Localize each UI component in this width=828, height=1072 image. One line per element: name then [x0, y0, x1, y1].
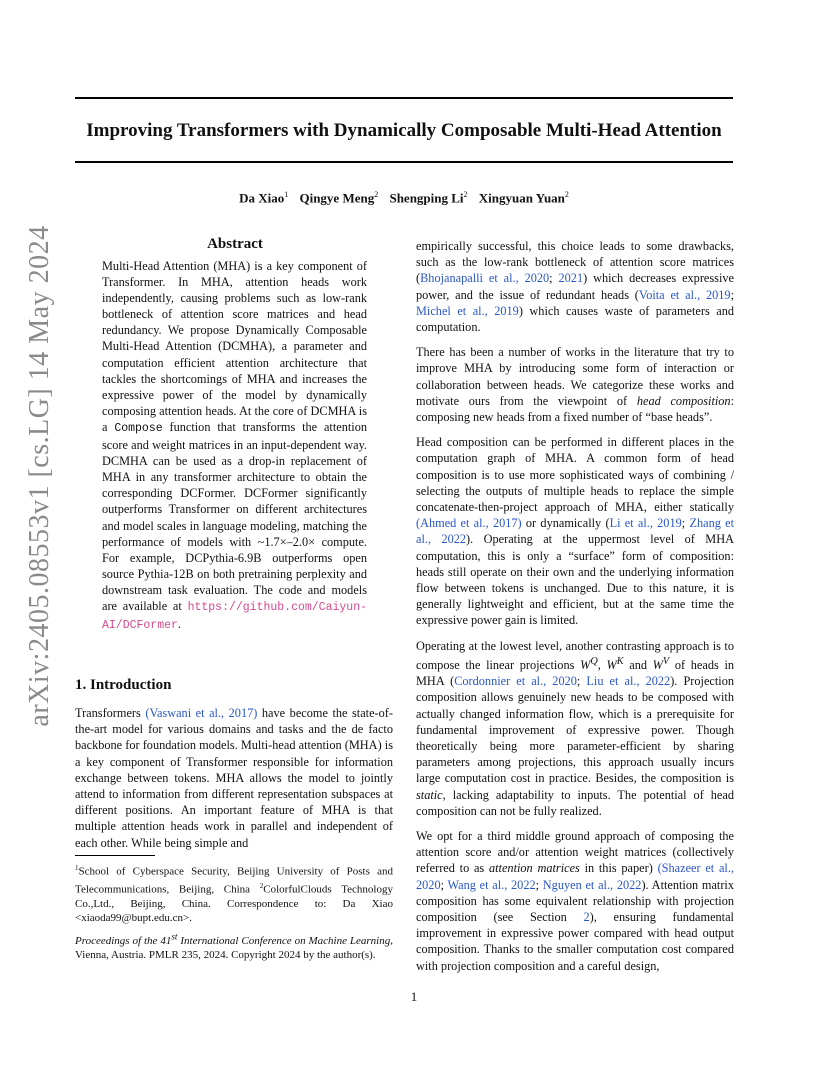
intro-paragraph: [75, 705, 393, 851]
math-symbol: W: [580, 657, 591, 672]
footnote-marker: 1: [75, 864, 79, 872]
math-wk: [606, 655, 624, 672]
body-text: ;: [730, 287, 734, 302]
citation-link[interactable]: Cordonnier et al., 2020: [454, 674, 577, 689]
body-text: There has been a number of works in the literature that try to improve MHA by introducing some form of interaction or collaboration between heads. We categorize these works and motivate ours from the viewpoint of: [416, 345, 734, 408]
proceedings-text: Proceedings of the 41: [75, 934, 172, 947]
citation-link[interactable]: Li et al., 2019: [609, 516, 682, 531]
code-repository-link[interactable]: https://github.com/Caiyun-AI/DCFormer: [102, 600, 367, 633]
math-symbol: W: [652, 657, 663, 672]
body-text: ) which causes waste of parameters and computation.: [416, 303, 734, 335]
body-text: or dynamically (: [521, 516, 610, 531]
author-name: Xingyuan Yuan: [478, 190, 565, 206]
citation-link[interactable]: Michel et al., 2019: [416, 303, 519, 318]
author-name: Qingye Meng: [299, 190, 375, 206]
body-text: ). Attention matrix composition has some equivalent relationship with projection composition (see Section: [416, 877, 734, 925]
title-top-rule: [75, 97, 733, 99]
math-wq: [580, 655, 598, 672]
body-text: ;: [440, 877, 448, 892]
body-text: We opt for a third middle ground approach of composing the attention score and/or attention weight matrices (collectively referred to as: [416, 829, 734, 876]
body-text: ;: [535, 877, 543, 892]
body-text: ). Operating at the uppermost level of MHA computation, this is only a “surface” form of composition: heads still operate on their own and the underlying information flow between tokens is unchanged. Due to this nature, it is generally lightweight and efficient, but at the same time the expressive power gain is limited.: [416, 532, 734, 628]
abstract-body: [102, 258, 367, 634]
body-text: ). Projection composition allows genuinely new heads to be composed with actually changed information flow, which is a prerequisite for fundamental improvement of expressive power. Though theoretically being more parameter-efficient by sharing parameters among projections, this approach usually incurs large computation cost in practice. Besides, the composition is: [416, 674, 734, 786]
body-paragraph: [416, 434, 734, 628]
body-text: ;: [549, 271, 559, 286]
body-text: ) which decreases expressive power, and the issue of redundant heads (: [416, 271, 734, 302]
right-column: [416, 238, 734, 983]
citation-link[interactable]: Nguyen et al., 2022: [542, 877, 642, 892]
body-paragraph: [416, 828, 734, 974]
proceedings-text: , Vienna, Austria. PMLR 235, 2024. Copyright 2024 by the author(s).: [75, 934, 393, 961]
math-superscript: K: [616, 655, 624, 667]
affiliation-marker: 1: [284, 190, 289, 199]
code-inline: Compose: [114, 421, 163, 435]
math-superscript: V: [662, 655, 670, 667]
section-reference-link[interactable]: 2: [583, 910, 590, 925]
title-bottom-rule: [75, 161, 733, 163]
paper-title: Improving Transformers with Dynamically Composable Multi-Head Attention: [86, 120, 722, 141]
body-text: empirically successful, this choice leads to some drawbacks, such as the low-rank bottleneck of attention score matrices (: [416, 239, 734, 286]
body-paragraph: [416, 238, 734, 335]
citation-link[interactable]: Zhang et al., 2022: [416, 516, 734, 547]
body-text: ,: [597, 657, 607, 672]
affiliation-marker: 2: [463, 190, 468, 199]
affiliation-marker: 2: [374, 190, 379, 199]
citation-link[interactable]: (Ahmed et al., 2017): [416, 516, 522, 531]
citation-link[interactable]: Bhojanapalli et al., 2020: [420, 271, 550, 286]
author-name: Da Xiao: [239, 190, 285, 206]
proceedings-note: [75, 929, 393, 962]
citation-link[interactable]: (Vaswani et al., 2017): [145, 706, 258, 720]
citation-link[interactable]: Liu et al., 2022: [586, 674, 671, 689]
body-text: Transformers: [75, 706, 146, 720]
math-superscript: Q: [590, 655, 598, 667]
body-text: Operating at the lowest level, another contrasting approach is to compose the linear projections: [416, 638, 734, 672]
affiliation-marker: 2: [564, 190, 569, 199]
proceedings-text: International Conference on Machine Learning: [177, 934, 391, 947]
citation-link[interactable]: Wang et al., 2022: [447, 877, 536, 892]
abstract-heading: Abstract: [207, 236, 263, 252]
body-text: Head composition can be performed in different places in the computation graph of MHA. A common form of head composition is to use more sophisticated ways of combining / selecting the outputs of multiple heads to replace the simple concatenate-then-project approach of MHA, either statically: [416, 435, 734, 515]
body-text: , lacking adaptability to inputs. The potential of head composition can not be fully realized.: [416, 787, 734, 818]
body-text: of heads in MHA (: [416, 657, 735, 689]
emphasis-text: attention matrices: [488, 861, 580, 876]
ordinal-suffix: st: [171, 931, 178, 941]
math-wv: [652, 655, 670, 672]
arxiv-identifier-watermark: arXiv:2405.08553v1 [cs.LG] 14 May 2024: [24, 225, 55, 727]
page-number: 1: [410, 989, 418, 1004]
citation-link[interactable]: Voita et al., 2019: [638, 287, 731, 302]
citation-link[interactable]: (Shazeer et al., 2020: [416, 861, 734, 892]
abstract-text: function that transforms the attention score and weight matrices in an input-dependent way. DCMHA can be used as a drop-in replacement of MHA in any transformer architecture to obtain the corresponding DCFormer. DCFormer significantly outperforms Transformer on different architectures and model scales in language modeling, matching the performance of models with ~1.7×–2.0× compute. For example, DCPythia-6.9B outperforms open source Pythia-12B on both pretraining perplexity and downstream task evaluation. The code and models are available at: [102, 419, 367, 613]
section-heading-introduction: 1. Introduction: [75, 677, 172, 693]
body-text: : composing new heads from a fixed number of “base heads”.: [416, 393, 734, 425]
body-paragraph: [416, 344, 734, 425]
emphasis-text: static: [416, 787, 443, 802]
body-text: have become the state-of-the-art model for various domains and tasks and the de facto backbone for foundation models. Multi-head attention (MHA) is a key component of Transformer responsible for information exchange between tokens. MHA allows the model to jointly attend to information from different representation subspaces at different positions. An important feature of MHA is that multiple attention heads work in parallel and independent of each other. While being simple and: [75, 706, 393, 850]
body-text: and: [623, 657, 653, 672]
abstract-text: .: [177, 617, 181, 632]
math-symbol: W: [606, 657, 617, 672]
citation-link[interactable]: 2021: [558, 271, 584, 286]
footnote-rule: [75, 855, 155, 856]
affiliation-footnote: [75, 861, 393, 926]
author-list: [75, 190, 733, 206]
footnote-marker: 2: [259, 881, 264, 890]
footnote-text: ColorfulClouds Technology Co.,Ltd., Beijing, China. Correspondence to: Da Xiao <xiaoda99@bupt.edu.cn>.: [75, 883, 393, 925]
body-text: in this paper): [579, 861, 658, 876]
footnote-text: School of Cyberspace Security, Beijing University of Posts and Telecommunications, Beijing, China: [75, 865, 393, 896]
body-text: ), ensuring fundamental improvement in expressive power compared with head output composition. Thanks to the smaller computation cost compared with projection composition and a careful design,: [416, 910, 734, 973]
body-paragraph: [416, 638, 734, 819]
left-column: [75, 236, 395, 634]
body-text: ;: [681, 516, 690, 531]
body-text: ;: [576, 674, 587, 689]
emphasis-text: head composition: [636, 393, 731, 408]
abstract-text: Multi-Head Attention (MHA) is a key component of Transformer. In MHA, attention heads work independently, causing problems such as low-rank bottleneck of attention score matrices and head redundancy. We propose Dynamically Composable Multi-Head Attention (DCMHA), a parameter and computation efficient attention architecture that tackles the shortcomings of MHA and increases the expressive power of the model by dynamically composing attention heads. At the core of DCMHA is a: [102, 259, 367, 434]
author-name: Shengping Li: [389, 190, 464, 206]
